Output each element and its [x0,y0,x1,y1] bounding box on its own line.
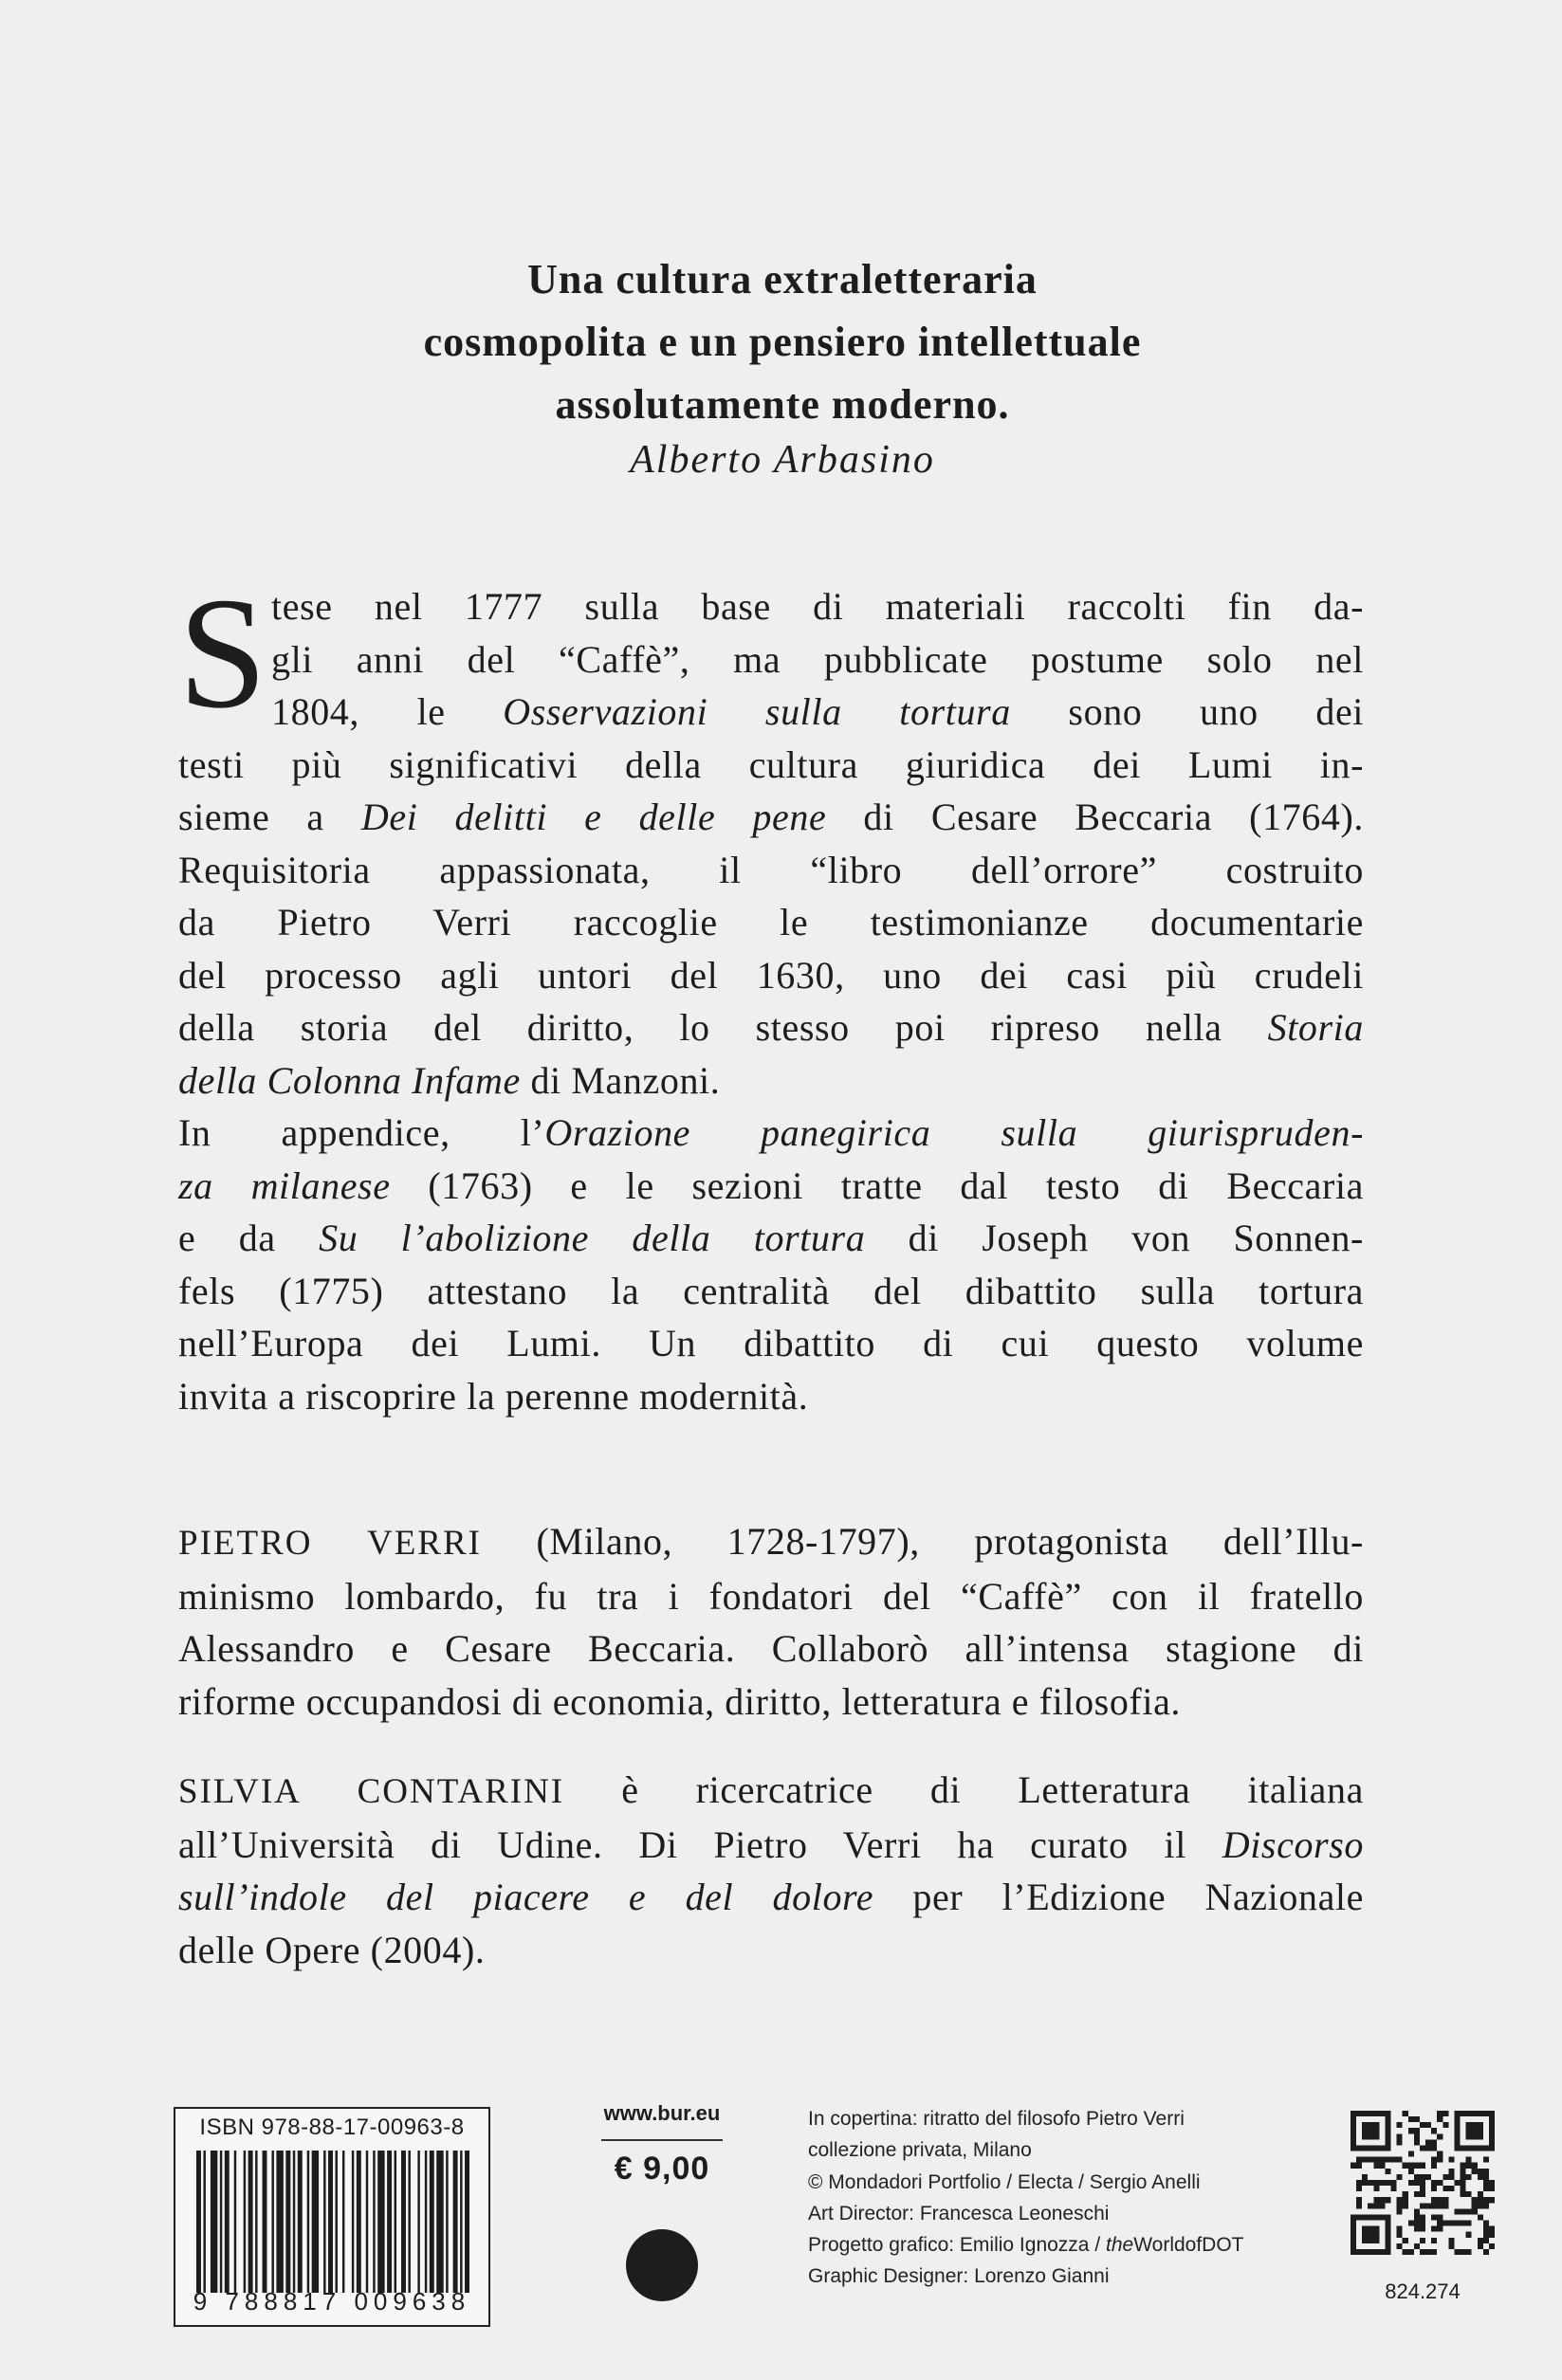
text-line: SILVIA CONTARINI è ricercatrice di Letteratura italiana [178,1768,1364,1811]
isbn-label: ISBN 978-88-17-00963-8 [199,2115,465,2140]
black-dot-logo [626,2229,698,2301]
author-bio [178,1515,1364,1728]
credit-line: Progetto grafico: Emilio Ignozza / theWorldofDOT [808,2234,1244,2257]
cover-credits [808,2103,1301,2293]
publisher-website: www.bur.eu [603,2101,721,2125]
quote-line: Una cultura extraletteraria [527,256,1038,302]
editor-name: SILVIA CONTARINI [178,1772,565,1811]
credit-line: Graphic Designer: Lorenzo Gianni [808,2265,1110,2288]
divider [601,2139,723,2141]
credit-line: © Mondadori Portfolio / Electa / Sergio Anelli [808,2170,1201,2193]
credit-line: In copertina: ritratto del filosofo Pietro Verri [808,2108,1185,2130]
text-line: e da Su l’abolizione della tortura di Joseph von Sonnen- [178,1217,1364,1259]
text-line: za milanese (1763) e le sezioni tratte dal testo di Beccaria [178,1163,1365,1207]
catalog-code: 824.274 [1385,2279,1461,2303]
text-line: delle Opere (2004). [178,1928,486,1971]
text-line: invita a riscoprire la perenne modernità. [178,1374,809,1418]
price-block [596,2101,728,2301]
text-line: nell’Europa dei Lumi. Un dibattito di cui questo volume [178,1322,1364,1364]
quote-line: assolutamente moderno. [555,381,1010,428]
text-line: del processo agli untori del 1630, uno dei casi più crudeli [178,953,1364,997]
credit-line: Art Director: Francesca Leoneschi [808,2202,1110,2224]
text-line: PIETRO VERRI (Milano, 1728-1797), protagonista dell’Illu- [178,1520,1364,1563]
drop-cap: S [178,565,268,741]
author-name: PIETRO VERRI [178,1524,482,1563]
text-line: da Pietro Verri raccoglie le testimonianze documentarie [178,901,1364,943]
synopsis [178,565,1365,1422]
barcode-digits: 9 788817 009638 [193,2287,471,2316]
barcode-bars [196,2151,469,2293]
text-line: testi più significativi della cultura giuridica dei Lumi in- [178,742,1364,786]
credit-line: collezione privata, Milano [808,2139,1032,2162]
text-line: della Colonna Infame di Manzoni. [178,1058,721,1102]
blurb-quote [285,248,1280,489]
text-line: 1804, le Osservazioni sulla tortura sono uno dei [271,690,1365,733]
text-line: all’Università di Udine. Di Pietro Verri ha curato il Discorso [178,1822,1364,1866]
text-line: della storia del diritto, lo stesso poi ripreso nella Storia [178,1006,1364,1049]
qr-code-icon [1351,2111,1495,2255]
text-line: riforme occupandosi di economia, diritto, letteratura e filosofia. [178,1679,1182,1723]
text-line: minismo lombardo, fu tra i fondatori del “Caffè” con il fratello [178,1574,1364,1618]
quote-author: Alberto Arbasino [630,438,935,482]
text-line: gli anni del “Caffè”, ma pubblicate postume solo nel [271,637,1364,681]
text-line: tese nel 1777 sulla base di materiali raccolti fin da- [271,585,1364,628]
text-line: fels (1775) attestano la centralità del dibattito sulla tortura [178,1269,1364,1312]
text-line: sull’indole del piacere e del dolore per l’Edizione Nazionale [178,1876,1364,1918]
dropcap-paragraph-start [178,565,1365,741]
text-line: sieme a Dei delitti e delle pene di Cesare Beccaria (1764). [178,796,1364,838]
text-line: In appendice, l’Orazione panegirica sulla giurispruden- [178,1111,1364,1154]
text-line: Alessandro e Cesare Beccaria. Collaborò all’intensa stagione di [178,1627,1364,1670]
text-line: Requisitoria appassionata, il “libro dell’orrore” costruito [178,848,1364,891]
quote-line: cosmopolita e un pensiero intellettuale [423,319,1142,365]
price: € 9,00 [614,2151,710,2187]
editor-bio [178,1764,1364,1976]
isbn-barcode [174,2107,490,2327]
